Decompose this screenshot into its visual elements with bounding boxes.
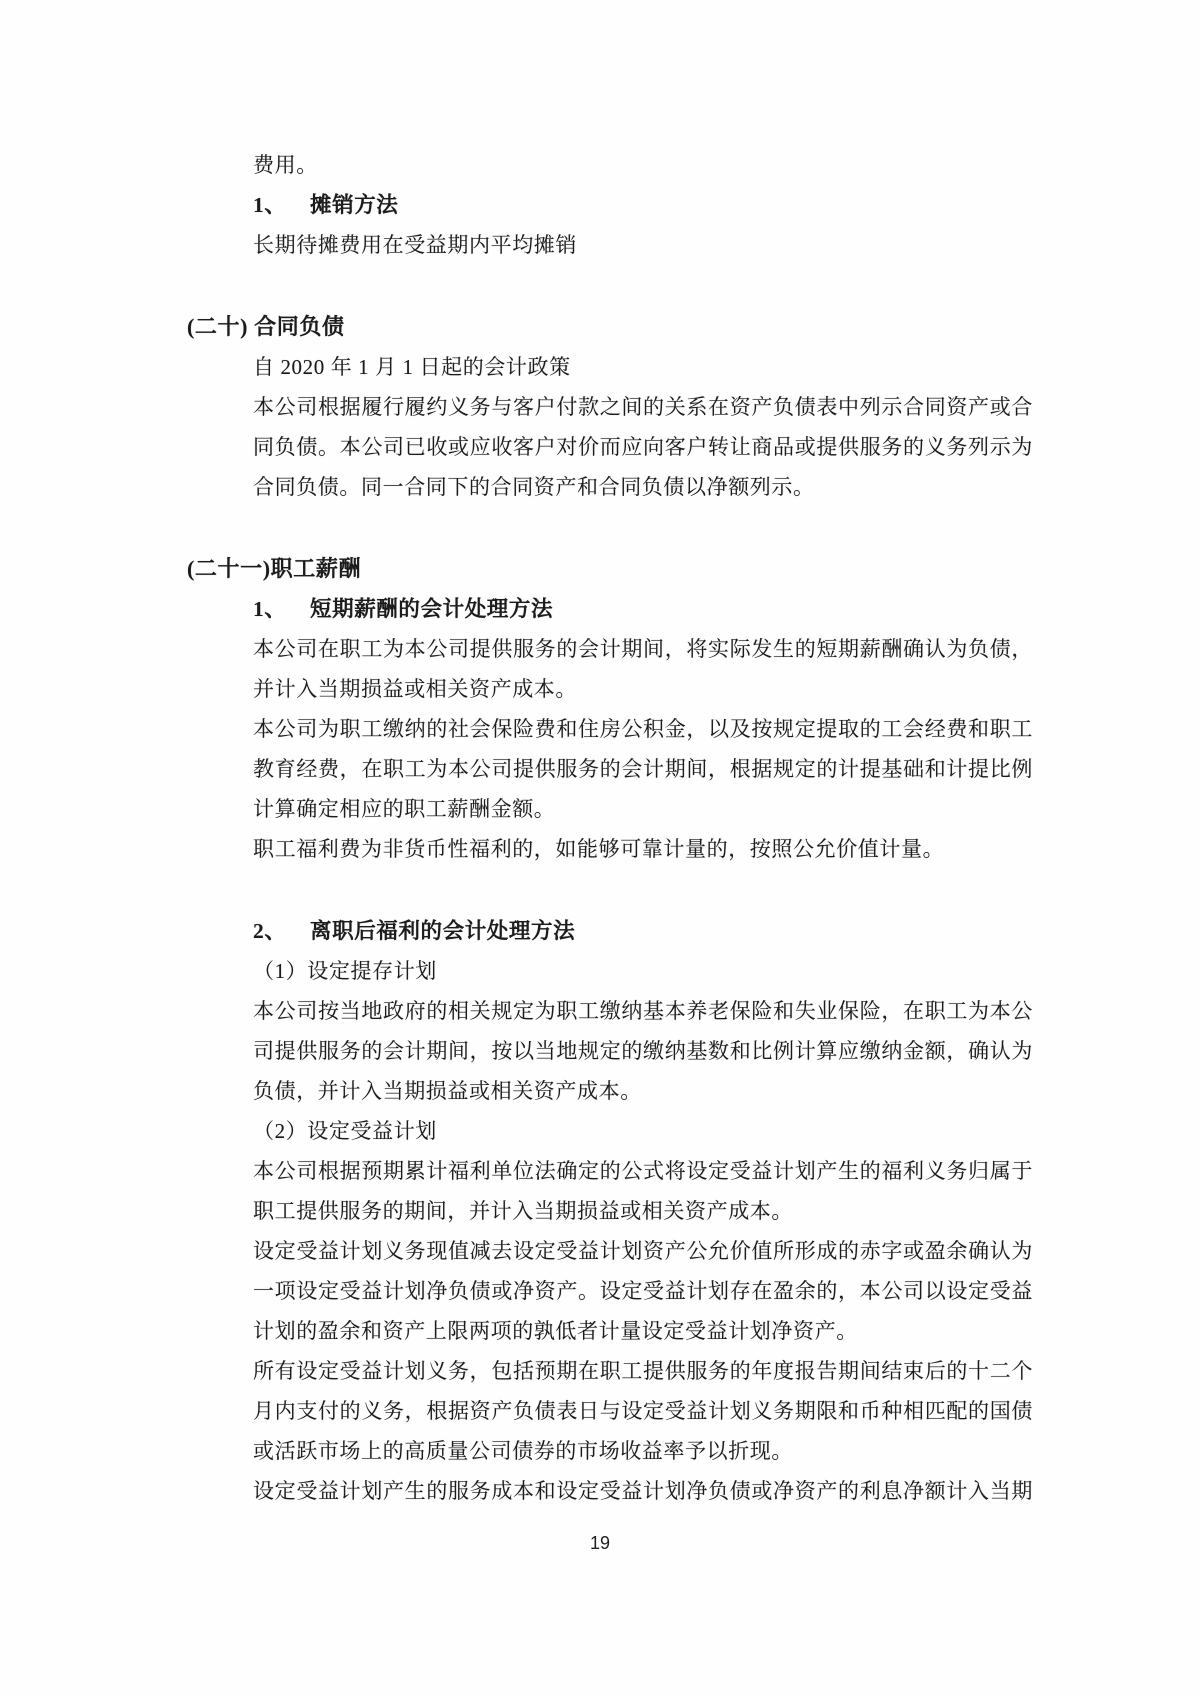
numbered-heading [253, 911, 1033, 951]
page-number: 19 [589, 1533, 611, 1553]
heading-number: 1、 [253, 193, 287, 217]
body-line: 所有设定受益计划义务，包括预期在职工提供服务的年度报告期间结束后的十二个 [253, 1359, 1033, 1383]
heading-number: 2、 [253, 919, 287, 943]
body-line: 费用。 [253, 153, 318, 177]
body-line: 长期待摊费用在受益期内平均摊销 [253, 233, 577, 257]
body-line: 一项设定受益计划净负债或净资产。设定受益计划存在盈余的，本公司以设定受益 [253, 1279, 1033, 1303]
section-gap [187, 265, 1033, 307]
body-line: 并计入当期损益或相关资产成本。 [253, 677, 577, 701]
body-line: 自 2020 年 1 月 1 日起的会计政策 [253, 355, 571, 379]
body-line: 计算确定相应的职工薪酬金额。 [253, 797, 556, 821]
body-line: 设定受益计划义务现值减去设定受益计划资产公允价值所形成的赤字或盈余确认为 [253, 1239, 1033, 1263]
body-line: 月内支付的义务，根据资产负债表日与设定受益计划义务期限和币种相匹配的国债 [253, 1399, 1033, 1423]
heading-title: 短期薪酬的会计处理方法 [310, 597, 554, 621]
body-line: 司提供服务的会计期间，按以当地规定的缴纳基数和比例计算应缴纳金额，确认为 [253, 1039, 1033, 1063]
body-line: 教育经费，在职工为本公司提供服务的会计期间，根据规定的计提基础和计提比例 [253, 757, 1033, 781]
document-content [187, 145, 1033, 1511]
body-line: 负债，并计入当期损益或相关资产成本。 [253, 1079, 642, 1103]
body-line: 本公司按当地政府的相关规定为职工缴纳基本养老保险和失业保险，在职工为本公 [253, 999, 1033, 1023]
body-line: （2）设定受益计划 [253, 1119, 437, 1143]
body-line: 合同负债。同一合同下的合同资产和合同负债以净额列示。 [253, 475, 815, 499]
section-heading: (二十一)职工薪酬 [187, 556, 362, 581]
body-line: 本公司在职工为本公司提供服务的会计期间，将实际发生的短期薪酬确认为负债， [253, 637, 1033, 661]
heading-number: 1、 [253, 597, 287, 621]
body-line: 或活跃市场上的高质量公司债券的市场收益率予以折现。 [253, 1439, 793, 1463]
heading-title: 摊销方法 [310, 193, 399, 217]
body-line: 职工福利费为非货币性福利的，如能够可靠计量的，按照公允价值计量。 [253, 837, 945, 861]
section-gap [187, 507, 1033, 549]
numbered-heading [253, 185, 1033, 225]
numbered-heading [253, 589, 1033, 629]
body-line: 职工提供服务的期间，并计入当期损益或相关资产成本。 [253, 1199, 793, 1223]
section-gap [187, 869, 1033, 911]
section-heading: (二十) 合同负债 [187, 314, 345, 339]
body-line: 设定受益计划产生的服务成本和设定受益计划净负债或净资产的利息净额计入当期 [253, 1479, 1033, 1503]
body-line: 同负债。本公司已收或应收客户对价而应向客户转让商品或提供服务的义务列示为 [253, 435, 1033, 459]
body-line: 计划的盈余和资产上限两项的孰低者计量设定受益计划净资产。 [253, 1319, 858, 1343]
body-line: 本公司根据预期累计福利单位法确定的公式将设定受益计划产生的福利义务归属于 [253, 1159, 1033, 1183]
body-line: 本公司为职工缴纳的社会保险费和住房公积金，以及按规定提取的工会经费和职工 [253, 717, 1033, 741]
body-line: 本公司根据履行履约义务与客户付款之间的关系在资产负债表中列示合同资产或合 [253, 395, 1033, 419]
heading-title: 离职后福利的会计处理方法 [310, 919, 576, 943]
body-line: （1）设定提存计划 [253, 959, 437, 983]
